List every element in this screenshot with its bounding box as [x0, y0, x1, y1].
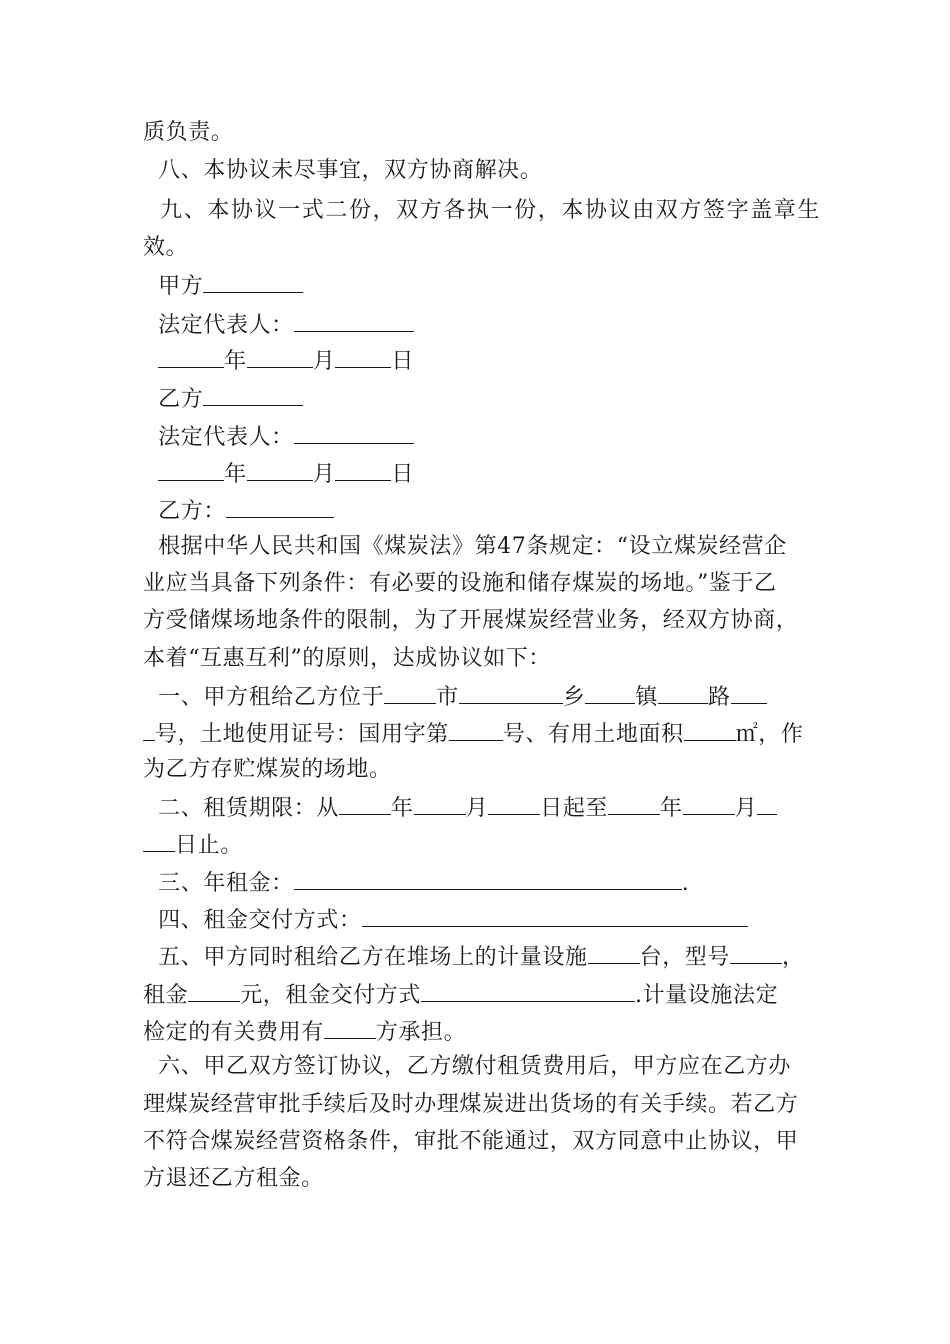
payment-method-blank: [421, 979, 635, 1002]
clause-text: ㎡，作: [735, 722, 804, 747]
clause-1-cont: [143, 718, 808, 749]
clause-5-cont: [143, 979, 808, 1010]
party-b-blank: [226, 495, 334, 518]
cert-number-blank: [449, 718, 503, 741]
legal-rep-line: [143, 309, 808, 340]
clause-text: 方承担。: [375, 1020, 467, 1045]
number-blank: [731, 681, 767, 704]
party-b-line: [143, 495, 808, 526]
clause-text: 三、年租金：: [143, 871, 294, 896]
clause-text: .: [681, 871, 690, 896]
party-blank: [324, 1016, 376, 1039]
clause-text: 号，土地使用证号：国用字第: [155, 722, 449, 747]
clause-2: [143, 792, 808, 823]
clause-text: 月: [734, 796, 758, 821]
month-label: 月: [312, 462, 336, 487]
clause-text: 一、甲方租给乙方位于: [143, 685, 385, 710]
start-day-blank: [488, 792, 540, 815]
clause-text: 乡: [562, 685, 586, 710]
clause-6-cont: 不符合煤炭经营资格条件，审批不能通过，双方同意中止协议，甲: [143, 1129, 799, 1154]
year-label: 年: [224, 349, 247, 374]
model-blank: [730, 941, 782, 964]
preamble-line: 本着“互惠互利”的原则，达成协议如下：: [143, 646, 551, 671]
clause-text: 日止。: [175, 833, 243, 858]
units-blank: [588, 941, 640, 964]
legal-rep-label: 法定代表人：: [143, 425, 294, 450]
year-label: 年: [224, 462, 247, 487]
clause-text: 路: [708, 685, 731, 710]
clause-6-cont: 理煤炭经营审批手续后及时办理煤炭进出货场的有关手续。若乙方: [143, 1092, 799, 1117]
month-label: 月: [312, 349, 336, 374]
clause-text: 镇: [635, 685, 659, 710]
clause-text: 年: [660, 796, 683, 821]
party-a-blank: [203, 270, 303, 293]
clause-5: [143, 941, 808, 972]
road-blank: [658, 681, 708, 704]
year-blank: [158, 345, 224, 368]
month-blank: [247, 345, 313, 368]
preamble-line: 业应当具备下列条件：有必要的设施和储存煤炭的场地。”鉴于乙: [143, 571, 777, 596]
legal-rep-blank: [294, 309, 414, 332]
legal-rep-blank: [294, 421, 414, 444]
clause-text: 元，租金交付方式: [240, 983, 422, 1008]
text-line: 效。: [143, 235, 189, 260]
preamble-line: 方受储煤场地条件的限制，为了开展煤炭经营业务，经双方协商，: [143, 608, 799, 633]
day-blank: [335, 345, 391, 368]
year-blank: [158, 458, 224, 481]
clause-text: 二、租赁期限：从: [143, 796, 339, 821]
clause-4: [143, 904, 808, 935]
day-label: 日: [391, 462, 415, 487]
clause-3: [143, 867, 808, 898]
day-blank: [335, 458, 391, 481]
date-line: [143, 345, 808, 376]
clause-text: ，: [782, 945, 805, 970]
clause-2-cont: [143, 829, 808, 860]
start-month-blank: [414, 792, 466, 815]
preamble-line: 根据中华人民共和国《煤炭法》第47条规定：“设立煤炭经营企: [143, 534, 787, 559]
end-day-blank: [143, 829, 175, 852]
date-line: [143, 458, 808, 489]
annual-rent-blank: [294, 867, 682, 890]
indent: [143, 462, 158, 487]
clause-text: 五、甲方同时租给乙方在堆场上的计量设施: [143, 945, 588, 970]
clause-6-cont: 方退还乙方租金。: [143, 1166, 324, 1191]
end-year-blank: [608, 792, 660, 815]
township-blank: [459, 681, 563, 704]
end-day-blank: [757, 792, 777, 815]
clause-text: 号、有用土地面积: [502, 722, 684, 747]
clause-text: 四、租金交付方式：: [143, 908, 362, 933]
party-b-blank: [203, 383, 303, 406]
number-blank: [143, 718, 155, 741]
clause-6: 六、甲乙双方签订协议，乙方缴付租赁费用后，甲方应在乙方办: [143, 1054, 791, 1079]
clause-1-cont: 为乙方存贮煤炭的场地。: [143, 757, 392, 782]
legal-rep-label: 法定代表人：: [143, 313, 294, 338]
day-label: 日: [391, 349, 415, 374]
end-month-blank: [683, 792, 735, 815]
clause-text: 日起至: [540, 796, 609, 821]
clause-5-cont: [143, 1016, 808, 1047]
start-year-blank: [339, 792, 391, 815]
text-line: 质负责。: [143, 120, 234, 145]
party-b-label: 乙方: [143, 387, 204, 412]
clause-text: 市: [436, 685, 459, 710]
clause-text: 月: [465, 796, 489, 821]
legal-rep-line: [143, 421, 808, 452]
clause-1: [143, 681, 808, 712]
month-blank: [247, 458, 313, 481]
party-a-line: [143, 270, 808, 301]
city-blank: [384, 681, 436, 704]
party-a-label: 甲方: [143, 274, 204, 299]
clause-text: 年: [391, 796, 414, 821]
town-blank: [585, 681, 635, 704]
clause-text: 台，型号: [639, 945, 730, 970]
party-b-label: 乙方：: [143, 499, 226, 524]
rent-amount-blank: [188, 979, 240, 1002]
party-b-line: [143, 383, 808, 414]
clause-text: .计量设施法定: [635, 983, 779, 1008]
clause-8: 八、本协议未尽事宜，双方协商解决。: [143, 158, 543, 183]
payment-method-blank: [362, 904, 748, 927]
area-blank: [684, 718, 736, 741]
clause-text: 检定的有关费用有: [143, 1020, 324, 1045]
clause-text: 租金: [143, 983, 189, 1008]
clause-9: 九、本协议一式二份，双方各执一份，本协议由双方签字盖章生: [143, 198, 821, 223]
indent: [143, 349, 158, 374]
